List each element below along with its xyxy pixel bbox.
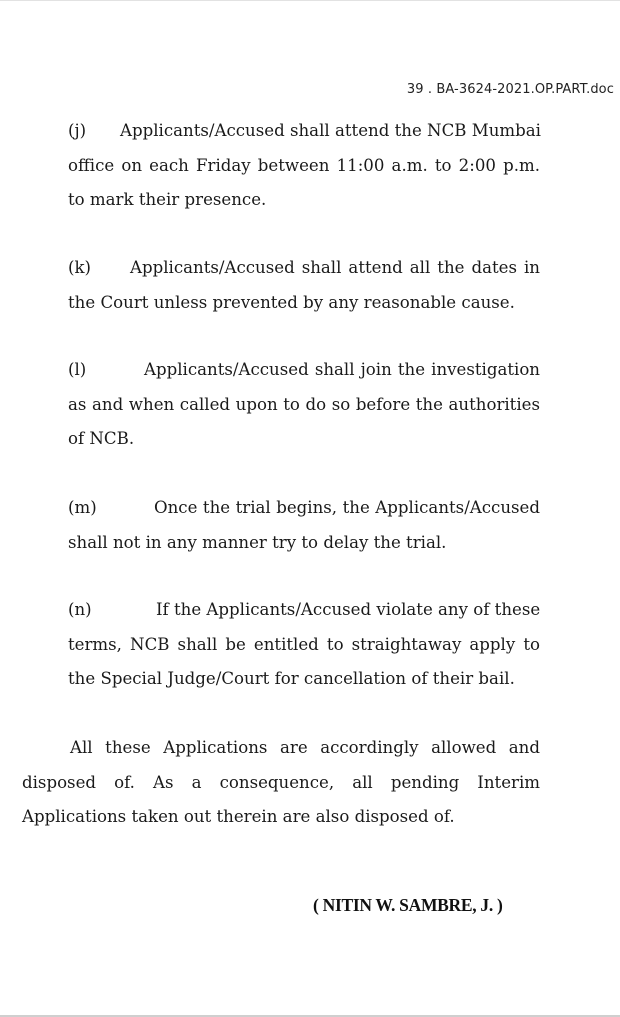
clause-first-line: [68, 114, 540, 149]
conclusion-line: Applications taken out therein are also disposed of.: [22, 807, 455, 826]
clause-label: (n): [68, 600, 92, 619]
conclusion-line: All these Applications are accordingly allowed and: [70, 738, 540, 757]
clause-label: (j): [68, 121, 87, 140]
clause-n: [68, 593, 540, 697]
conclusion-line: disposed of. As a consequence, all pending Interim: [22, 772, 540, 792]
clause-text-start: If the Applicants/Accused violate any of these: [156, 600, 541, 619]
clause-j: [68, 114, 540, 218]
concluding-paragraph: [22, 731, 540, 835]
clause-k: [68, 251, 540, 320]
clause-first-line: [68, 491, 540, 526]
clause-text-start: Applicants/Accused shall attend the NCB Mumbai: [120, 121, 541, 140]
file-reference-header: 39 . BA-3624-2021.OP.PART.doc: [406, 82, 614, 97]
clause-m: [68, 491, 540, 560]
clause-label: (l): [68, 360, 87, 379]
clause-text-rest: the Court unless prevented by any reasonable cause.: [68, 292, 515, 312]
clause-label: (k): [68, 258, 92, 277]
clause-first-line: [68, 353, 540, 388]
clause-text-rest: shall not in any manner try to delay the trial.: [68, 532, 447, 552]
clause-first-line: [68, 593, 540, 628]
clause-text-rest: terms, NCB shall be entitled to straightaway apply to the Special Judge/Court for cancellation of their bail.: [68, 634, 540, 688]
clause-label: (m): [68, 498, 97, 517]
clause-text-start: Once the trial begins, the Applicants/Accused: [154, 498, 540, 517]
judge-signature: ( NITIN W. SAMBRE, J. ): [313, 895, 503, 915]
clause-first-line: [68, 251, 540, 286]
clause-l: [68, 353, 540, 457]
clause-text-start: Applicants/Accused shall attend all the dates in: [130, 258, 540, 277]
clause-text-rest: office on each Friday between 11:00 a.m. to 2:00 p.m. to mark their presence.: [68, 155, 540, 209]
clause-text-rest: as and when called upon to do so before the authorities of NCB.: [68, 394, 540, 448]
clause-text-start: Applicants/Accused shall join the investigation: [144, 360, 540, 379]
